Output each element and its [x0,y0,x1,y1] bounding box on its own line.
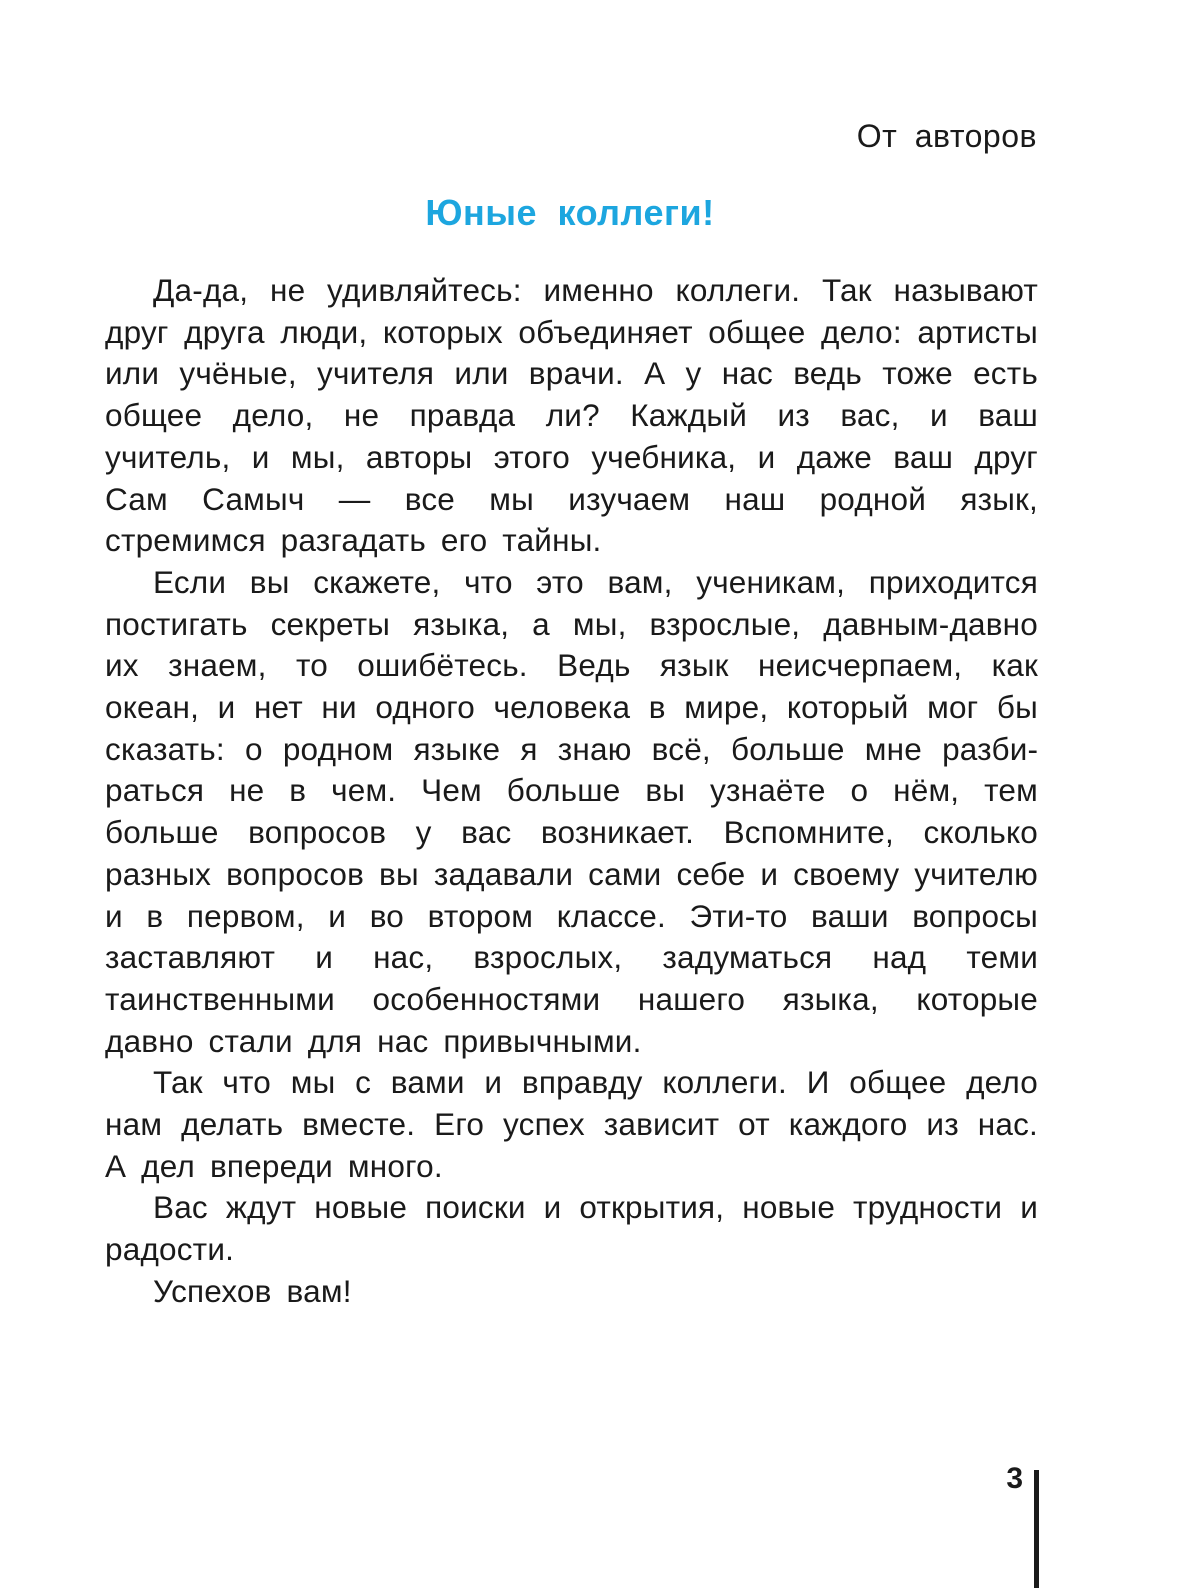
paragraph-1: Да-да, не удивляйтесь: именно коллеги. Так называют друг друга люди, которых объединяет общее дело: артисты или учёные, учителя или врачи. А у нас ведь тоже есть общее дело, не правда ли? Каждый из вас, и ваш учитель, и мы, авторы этого учебника, и даже ваш друг Сам Самыч — все мы изучаем наш родной язык, стремимся разгадать его тайны. [105,272,1038,559]
page-edge-rule [1034,1470,1039,1588]
page-title: Юные коллеги! [425,192,715,233]
section-label: От авторов [856,118,1037,154]
body-text [105,270,1038,1313]
paragraph-5: Успехов вам! [153,1272,352,1309]
page-number: 3 [1006,1462,1023,1495]
paragraph-4: Вас ждут новые поиски и открытия, новые трудности и радости. [105,1189,1038,1268]
paragraph-3: Так что мы с вами и вправду коллеги. И общее дело нам делать вместе. Его успех зависит от каждого из нас. А дел впереди много. [105,1064,1038,1184]
paragraph-2: Если вы скажете, что это вам, ученикам, приходится постигать секреты языка, а мы, взрослые, давным-давно их знаем, то ошибётесь. Ведь язык неисчерпаем, как океан, и нет ни одного человека в мире, который мог бы сказать: о родном языке я знаю всё, больше мне разбираться не в чем. Чем больше вы узнаёте о нём, тем больше вопросов у вас возникает. Вспомните, сколько разных вопросов вы задавали сами себе и своему учителю и в первом, и во втором классе. Эти-то ваши вопросы заставляют и нас, взрослых, задуматься над теми таинственными особенностями нашего языка, которые давно стали для нас привычными. [105,563,1038,1059]
